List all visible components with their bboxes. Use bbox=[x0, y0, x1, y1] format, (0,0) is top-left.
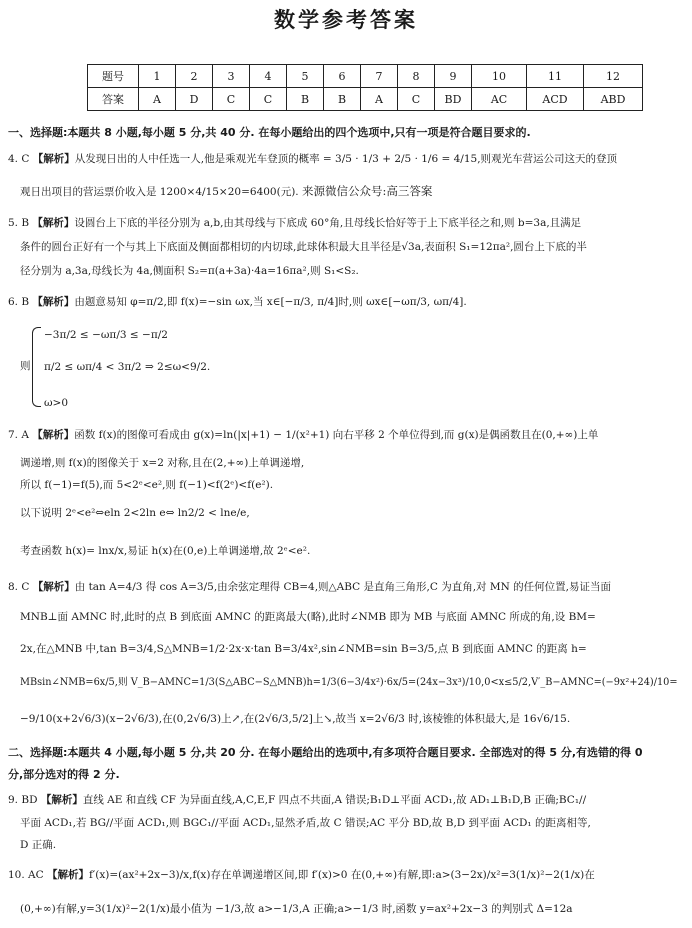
q8-line-5: −9/10(x+2√6/3)(x−2√6/3),在(0,2√6/3)上↗,在(2√6/3,5/2]上↘,故当 x=2√6/3 时,该棱锥的体积最大,是 16√6/15. bbox=[20, 713, 571, 725]
system-conclusion: ⇒ 2≤ω<9/2. bbox=[145, 361, 211, 373]
q7-line-4: 以下说明 2ᵉ<e²⇔eln 2<2ln e⇔ ln2/2 < lne/e, bbox=[20, 507, 250, 519]
q5-head: 5. B bbox=[8, 217, 30, 229]
number-cell: 2 bbox=[176, 65, 213, 88]
q10-line-2: (0,+∞)有解,y=3(1/x)²−2(1/x)最小值为 −1/3,故 a>−1/3,A 正确;a>−1/3 时,函数 y=ax²+2x−3 的判别式 Δ=12a bbox=[20, 903, 573, 915]
q5-line-1 bbox=[8, 216, 581, 230]
q10-head: 10. AC bbox=[8, 869, 44, 881]
q4-head: 4. C bbox=[8, 153, 30, 165]
number-cell: 10 bbox=[472, 65, 527, 88]
answer-cell: C bbox=[213, 88, 250, 111]
answer-label-cell: 答案 bbox=[88, 88, 139, 111]
q5-line-2: 条件的圆台正好有一个与其上下底面及侧面都相切的内切球,此球体积最大且半径是√3a,表面积 S₁=12πa²,圆台上下底的半 bbox=[20, 241, 587, 253]
q4-line-2 bbox=[20, 184, 432, 199]
q10-text: f′(x)=(ax²+2x−3)/x,f(x)存在单调递增区间,即 f′(x)>0 在(0,+∞)有解,即:a>(3−2x)/x²=3(1/x)²−2(1/x)在 bbox=[89, 869, 595, 881]
q7-line-3: 所以 f(−1)=f(5),而 5<2ᵉ<e²,则 f(−1)<f(2ᵉ)<f(e²). bbox=[20, 479, 274, 491]
answer-cell: ABD bbox=[584, 88, 643, 111]
answer-cell: B bbox=[287, 88, 324, 111]
q9-head: 9. BD bbox=[8, 794, 38, 806]
q7-line-5: 考查函数 h(x)= lnx/x,易证 h(x)在(0,e)上单调递增,故 2ᵉ<e². bbox=[20, 545, 311, 557]
page-title: 数学参考答案 bbox=[274, 8, 418, 32]
table-row bbox=[88, 88, 643, 111]
number-cell: 3 bbox=[213, 65, 250, 88]
q7-head: 7. A bbox=[8, 429, 29, 441]
system-line-3: ω>0 bbox=[44, 397, 69, 409]
solution-tag: 【解析】 bbox=[32, 153, 75, 165]
answer-cell: B bbox=[324, 88, 361, 111]
answer-table bbox=[87, 64, 643, 111]
answer-cell: A bbox=[139, 88, 176, 111]
number-cell: 11 bbox=[527, 65, 584, 88]
number-cell: 6 bbox=[324, 65, 361, 88]
number-cell: 5 bbox=[287, 65, 324, 88]
q9-text: 直线 AE 和直线 CF 为异面直线,A,C,E,F 四点不共面,A 错误;B₁D⊥平面 ACD₁,故 AD₁⊥B₁D,B 正确;BC₁// bbox=[82, 794, 587, 806]
answer-cell: D bbox=[176, 88, 213, 111]
q7-line-2: 调递增,则 f(x)的图像关于 x=2 对称,且在(2,+∞)上单调递增, bbox=[20, 457, 305, 469]
q4-line-1 bbox=[8, 152, 617, 166]
q8-head: 8. C bbox=[8, 581, 30, 593]
answer-cell: ACD bbox=[527, 88, 584, 111]
section-heading-single-choice: 一、选择题:本题共 8 小题,每小题 5 分,共 40 分. 在每小题给出的四个选项中,只有一项是符合题目要求的. bbox=[8, 126, 531, 139]
q6-text: 由题意易知 φ=π/2,即 f(x)=−sin ωx,当 x∈[−π/3, π/4]时,则 ωx∈[−ωπ/3, ωπ/4]. bbox=[74, 296, 467, 308]
q9-line-1 bbox=[8, 793, 586, 807]
q7-text: 函数 f(x)的图像可看成由 g(x)=ln(|x|+1) − 1/(x²+1) 向右平移 2 个单位得到,而 g(x)是偶函数且在(0,+∞)上单 bbox=[74, 429, 599, 441]
q8-line-1 bbox=[8, 580, 611, 594]
answer-cell: BD bbox=[435, 88, 472, 111]
number-cell: 12 bbox=[584, 65, 643, 88]
q6-line-1 bbox=[8, 295, 467, 309]
system-prefix: 则 bbox=[20, 360, 31, 372]
table-row bbox=[88, 65, 643, 88]
q6-head: 6. B bbox=[8, 296, 30, 308]
q9-line-2: 平面 ACD₁,若 BG//平面 ACD₁,则 BGC₁//平面 ACD₁,显然矛盾,故 C 错误;AC 平分 BD,故 B,D 到平面 ACD₁ 的距离相等, bbox=[20, 817, 591, 829]
solution-tag: 【解析】 bbox=[32, 581, 75, 593]
solution-tag: 【解析】 bbox=[32, 296, 75, 308]
section-heading-multi-choice-cont: 分,部分选对的得 2 分. bbox=[8, 768, 120, 781]
solution-tag: 【解析】 bbox=[40, 794, 83, 806]
q7-line-1 bbox=[8, 428, 598, 442]
answer-cell: C bbox=[398, 88, 435, 111]
number-cell: 9 bbox=[435, 65, 472, 88]
q8-text: 由 tan A=4/3 得 cos A=3/5,由余弦定理得 CB=4,则△ABC 是直角三角形,C 为直角,对 MN 的任何位置,易证当面 bbox=[74, 581, 611, 593]
q4-text: 观日出项目的营运票价收入是 1200×4/15×20=6400(元). bbox=[20, 186, 299, 198]
answer-cell: A bbox=[361, 88, 398, 111]
system-line-2: π/2 ≤ ωπ/4 < 3π/2 bbox=[44, 361, 142, 373]
system-brace bbox=[32, 327, 41, 407]
number-cell: 8 bbox=[398, 65, 435, 88]
answer-cell: C bbox=[250, 88, 287, 111]
header-label-cell: 题号 bbox=[88, 65, 139, 88]
number-cell: 1 bbox=[139, 65, 176, 88]
solution-tag: 【解析】 bbox=[47, 869, 89, 881]
q8-line-3: 2x,在△MNB 中,tan B=3/4,S△MNB=1/2·2x·x·tan B=3/4x²,sin∠NMB=sin B=3/5,点 B 到底面 AMNC 的距离 h= bbox=[20, 643, 587, 655]
solution-tag: 【解析】 bbox=[32, 217, 75, 229]
section-heading-multi-choice: 二、选择题:本题共 4 小题,每小题 5 分,共 20 分. 在每小题给出的选项中,有多项符合题目要求. 全部选对的得 5 分,有选错的得 0 bbox=[8, 746, 643, 759]
q10-line-1 bbox=[8, 868, 595, 882]
q8-line-2: MNB⊥面 AMNC 时,此时的点 B 到底面 AMNC 的距离最大(略),此时∠NMB 即为 MB 与底面 AMNC 所成的角,设 BM= bbox=[20, 611, 596, 623]
q9-line-3: D 正确. bbox=[20, 839, 57, 851]
system-line-1: −3π/2 ≤ −ωπ/3 ≤ −π/2 bbox=[44, 329, 168, 341]
number-cell: 4 bbox=[250, 65, 287, 88]
watermark-text: 来源微信公众号:高三答案 bbox=[302, 184, 433, 198]
q8-line-4: MBsin∠NMB=6x/5,则 V_B−AMNC=1/3(S△ABC−S△MNB)h=1/3(6−3/4x²)·6x/5=(24x−3x³)/10,0<x≤5/2,V′_B−AMNC=(−9x²+24)/10= bbox=[20, 677, 678, 688]
answer-cell: AC bbox=[472, 88, 527, 111]
q5-text: 设圆台上下底的半径分别为 a,b,由其母线与下底成 60°角,且母线长恰好等于上下底半径之和,则 b=3a,且满足 bbox=[74, 217, 582, 229]
q5-line-3: 径分别为 a,3a,母线长为 4a,侧面积 S₂=π(a+3a)·4a=16πa²,则 S₁<S₂. bbox=[20, 265, 359, 277]
solution-tag: 【解析】 bbox=[32, 429, 75, 441]
q4-text: 从发现日出的人中任选一人,他是乘观光车登顶的概率 = 3/5 · 1/3 + 2/5 · 1/6 = 4/15,则观光车营运公司这天的登顶 bbox=[74, 153, 618, 165]
number-cell: 7 bbox=[361, 65, 398, 88]
